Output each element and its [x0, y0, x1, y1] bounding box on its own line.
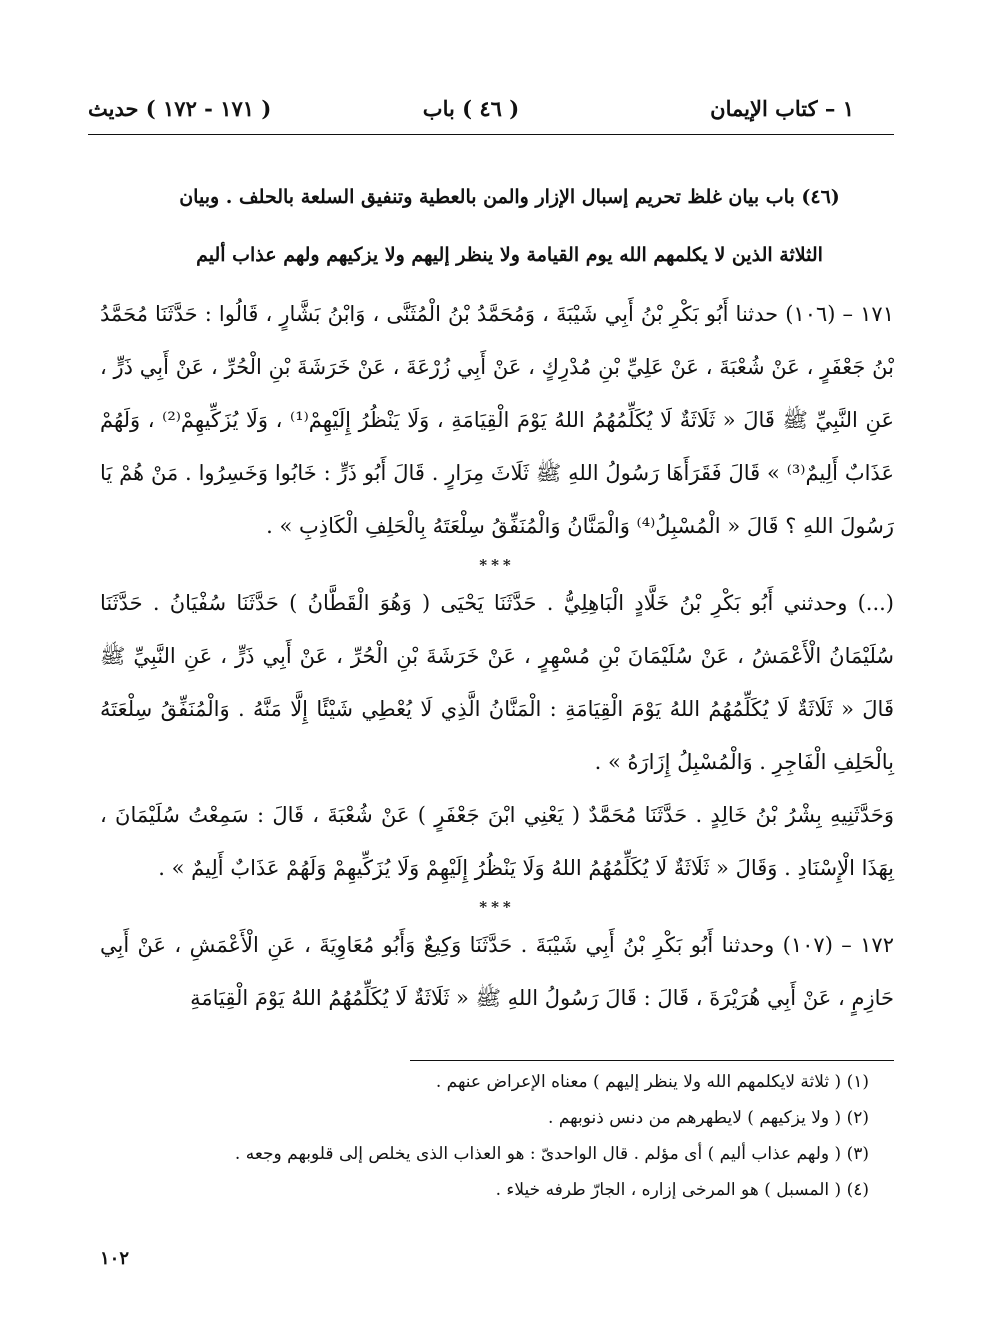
footnote-item: (١) ( ثلاثة لايكلمهم الله ولا ينظر إليهم ) معناه الإعراض عنهم . [435, 1072, 869, 1092]
footnote-item: (٢) ( ولا يزكيهم ) لايطهرهم من دنس ذنوبهم . [548, 1108, 869, 1128]
header-hadith-range: ( ١٧١ - ١٧٢ ) حديث [88, 96, 272, 121]
section-separator: *** [479, 556, 515, 574]
running-header [88, 96, 854, 130]
header-chapter-number: ( ٤٦ ) باب [422, 96, 520, 121]
chapter-heading: (٤٦) باب بيان غلظ تحريم إسبال الإزار والمن بالعطية وتنفيق السلعة بالحلف . وبيان الثلاثة الذين لا يكلمهم الله يوم القيامة ولا ينظر إليهم ولا يزكيهم ولهم عذاب أليم [179, 186, 840, 266]
footnote-rule [410, 1060, 894, 1061]
hadith-172: ١٧٢ – (١٠٧) وحدثنا أَبُو بَكْرِ بْنُ أَبِي شَيْبَةَ . حَدَّثَنَا وَكِيعٌ وَأَبُو مُعَاوِيَةَ ، عَنِ الْأَعْمَشِ ، عَنْ أَبِي حَازِمٍ ، عَنْ أَبِي هُرَيْرَةَ ، قَالَ : قَالَ رَسُولُ اللهِ ﷺ « ثَلَاثَةٌ لَا يُكَلِّمُهُمُ اللهُ يَوْمَ الْقِيَامَةِ [100, 933, 894, 1010]
footnote-item: (٤) ( المسبل ) هو المرخى إزاره ، الجارّ طرفه خيلاء . [495, 1180, 869, 1200]
footnote-item: (٣) ( ولهم عذاب أليم ) أى مؤلم . قال الواحدىّ : هو العذاب الذى يخلص إلى قلوبهم وجعه . [234, 1144, 869, 1164]
hadith-171-chain-3: وَحَدَّثَنِيهِ بِشْرُ بْنُ خَالِدٍ . حَدَّثَنَا مُحَمَّدٌ ( يَعْنِي ابْنَ جَعْفَرٍ ) عَنْ شُعْبَةَ ، قَالَ : سَمِعْتُ سُلَيْمَانَ ، بِهَذَا الْإِسْنَادِ . وَقَالَ « ثَلَاثَةٌ لَا يُكَلِّمُهُمُ اللهُ وَلَا يَنْظُرُ إِلَيْهِمْ وَلَا يُزَكِّيهِمْ وَلَهُمْ عَذَابٌ أَلِيمٌ » . [100, 803, 894, 880]
header-rule [88, 134, 894, 135]
footnotes [120, 1064, 869, 1208]
section-separator: *** [479, 898, 515, 916]
header-book-title: ١ – كتاب الإيمان [710, 96, 854, 121]
hadith-171-chain-2: (...) وحدثني أَبُو بَكْرِ بْنُ خَلَّادٍ الْبَاهِلِيُّ . حَدَّثَنَا يَحْيَى ( وَهُوَ الْقَطَّانُ ) حَدَّثَنَا سُفْيَانُ . حَدَّثَنَا سُلَيْمَانُ الْأَعْمَشُ ، عَنْ سُلَيْمَانَ بْنِ مُسْهِرٍ ، عَنْ خَرَشَةَ بْنِ الْحُرِّ ، عَنْ أَبِي ذَرٍّ ، عَنِ النَّبِيِّ ﷺ قَالَ « ثَلَاثَةٌ لَا يُكَلِّمُهُمُ اللهُ يَوْمَ الْقِيَامَةِ : الْمَنَّانُ الَّذِي لَا يُعْطِي شَيْئًا إِلَّا مَنَّهُ . وَالْمُنَفِّقُ سِلْعَتَهُ بِالْحَلِفِ الْفَاجِرِ . وَالْمُسْبِلُ إِزَارَهُ » . [100, 591, 894, 774]
hadith-text [100, 288, 894, 1025]
page-number: ١٠٢ [100, 1248, 130, 1269]
hadith-171: ١٧١ – (١٠٦) حدثنا أَبُو بَكْرِ بْنُ أَبِي شَيْبَةَ ، وَمُحَمَّدُ بْنُ الْمُثَنَّى ، وَابْنُ بَشَّارٍ ، قَالُوا : حَدَّثَنَا مُحَمَّدُ بْنُ جَعْفَرٍ ، عَنْ شُعْبَةَ ، عَنْ عَلِيِّ بْنِ مُدْرِكٍ ، عَنْ أَبِي زُرْعَةَ ، عَنْ خَرَشَةَ بْنِ الْحُرِّ ، عَنْ أَبِي ذَرٍّ ، عَنِ النَّبِيِّ ﷺ قَالَ « ثَلَاثَةٌ لَا يُكَلِّمُهُمُ اللهُ يَوْمَ الْقِيَامَةِ ، وَلَا يَنْظُرُ إِلَيْهِمْ⁽¹⁾ ، وَلَا يُزَكِّيهِمْ⁽²⁾ ، وَلَهُمْ عَذَابٌ أَلِيمٌ⁽³⁾ » قَالَ فَقَرَأَهَا رَسُولُ اللهِ ﷺ ثَلَاثَ مِرَارٍ . قَالَ أَبُو ذَرٍّ : خَابُوا وَخَسِرُوا . مَنْ هُمْ يَا رَسُولَ اللهِ ؟ قَالَ « الْمُسْبِلُ⁽⁴⁾ وَالْمَنَّانُ وَالْمُنَفِّقُ سِلْعَتَهُ بِالْحَلِفِ الْكَاذِبِ » . [100, 302, 895, 538]
